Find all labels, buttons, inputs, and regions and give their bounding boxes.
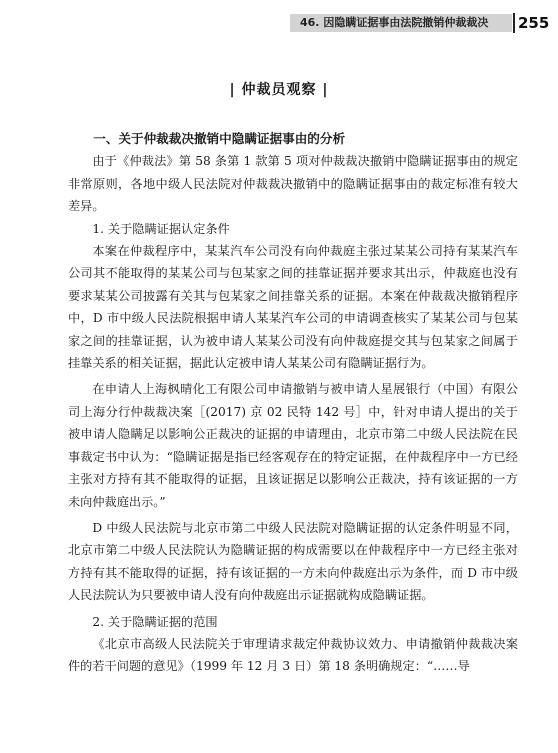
subheading: 1. 关于隐瞒证据认定条件 <box>92 221 230 236</box>
subheading: 2. 关于隐瞒证据的范围 <box>92 614 218 629</box>
body-text <box>68 128 518 678</box>
paragraph: D 中级人民法院与北京市第二中级人民法院对隐瞒证据的认定条件明显不同，北京市第二中级人民法院认为隐瞒证据的构成需要以在仲裁程序中一方已经主张对方持有其不能取得的证据，持有该证据的一方未向仲裁庭出示为条件，而 D 市中级人民法院认为只要被申请人没有向仲裁庭出示证据就构成隐瞒证据。 <box>68 520 518 603</box>
paragraph: 《北京市高级人民法院关于审理请求裁定仲裁协议效力、申请撤销仲裁裁决案件的若干问题的意见》（1999 年 12 月 3 日）第 18 条明确规定：“……导 <box>68 636 518 674</box>
page-number: 255 <box>518 14 550 32</box>
running-header-title: 46. 因隐瞒证据事由法院撤销仲裁裁决 <box>300 16 489 29</box>
paragraph: 由于《仲裁法》第 58 条第 1 款第 5 项对仲裁裁决撤销中隐瞒证据事由的规定非常原则，各地中级人民法院对仲裁裁决撤销中的隐瞒证据事由的裁定标准有较大差异。 <box>68 154 518 214</box>
heading-level-1: 一、关于仲裁裁决撤销中隐瞒证据事由的分析 <box>93 131 346 146</box>
paragraph: 在申请人上海枫晴化工有限公司申请撤销与被申请人星展银行（中国）有限公司上海分行仲裁裁决案［(2017) 京 02 民特 142 号］中，针对申请人提出的关于被申请人隐瞒足以影响公正裁决的证据的申请理由，北京市第二中级人民法院在民事裁定书中认为：“隐瞒证据是指已经客观存在的特定证据，在仲裁程序中一方已经主张对方持有其不能取得的证据，且该证据足以影响公正裁决，持有该证据的一方未向仲裁庭出示。” <box>68 382 518 509</box>
section-heading: | 仲裁员观察 | <box>229 82 329 98</box>
header-separator <box>513 13 515 33</box>
paragraph: 本案在仲裁程序中，某某汽车公司没有向仲裁庭主张过某某公司持有某某汽车公司其不能取得的某某公司与包某家之间的挂靠证据并要求其出示，仲裁庭也没有要求某某公司披露有关其与包某家之间挂靠关系的证据。本案在仲裁裁决撤销程序中，D 市中级人民法院根据申请人某某汽车公司的申请调查核实了某某公司与包某家之间的挂靠证据，认为被申请人某某公司没有向仲裁庭提交其与包某家之间属于挂靠关系的相关证据，据此认定被申请人某某公司有隐瞒证据行为。 <box>68 244 518 371</box>
